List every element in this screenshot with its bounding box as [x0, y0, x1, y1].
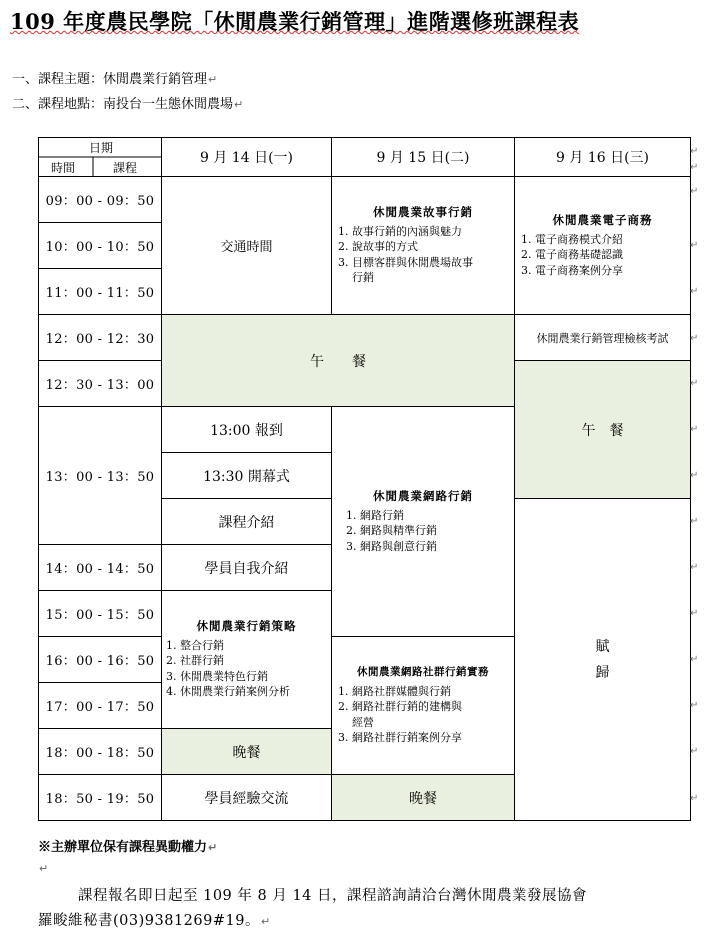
return-char-2: 歸: [595, 664, 610, 681]
corner-header-cell: [39, 138, 162, 177]
day3-header: 9 月 16 日(三): [515, 138, 691, 177]
paragraph-mark: ↵: [690, 608, 699, 619]
course-title: 休閒農業網路行銷: [373, 489, 473, 503]
paragraph-mark: ↵: [690, 240, 699, 251]
day3-ecommerce-cell: [515, 177, 691, 315]
course-item: 2. 網路社群行銷的建構與: [338, 700, 462, 714]
schedule-row: [39, 177, 691, 223]
corner-time-label: 時間: [51, 161, 76, 175]
time-slot: 12：30 - 13：00: [39, 361, 162, 407]
day1-exchange-cell: 學員經驗交流: [162, 775, 332, 821]
course-item: 1. 整合行銷: [166, 638, 224, 652]
course-item: 3. 目標客群與休閒農場故事: [338, 255, 473, 269]
paragraph-mark: ↵: [690, 654, 699, 665]
course-item: 3. 網路與創意行銷: [346, 539, 437, 553]
time-slot: 13：00 - 13：50: [39, 407, 162, 545]
schedule-table: [38, 137, 691, 821]
course-title: 休閒農業電子商務: [552, 213, 653, 227]
time-slot: 15：00 - 15：50: [39, 591, 162, 637]
course-title: 休閒農業行銷策略: [196, 619, 297, 634]
paragraph-mark: ↵: [690, 146, 699, 157]
course-theme-line: 一、課程主題：休閒農業行銷管理↵: [12, 72, 218, 87]
course-location-line: 二、課程地點：南投台一生態休閒農場↵: [12, 97, 244, 112]
paragraph-mark: ↵: [690, 424, 699, 435]
corner-date-label: 日期: [89, 141, 114, 155]
day3-exam-cell: 休閒農業行銷管理檢核考試: [515, 315, 691, 361]
time-slot: 18：50 - 19：50: [39, 775, 162, 821]
day3-lunch-cell: 午 餐: [515, 361, 691, 499]
paragraph-mark: ↵: [690, 333, 699, 344]
time-slot: 16：00 - 16：50: [39, 637, 162, 683]
course-item: 1. 網路社群媒體與行銷: [338, 684, 451, 698]
corner-course-label: 課程: [113, 161, 138, 175]
course-item-continued: 行銷: [352, 271, 374, 285]
schedule-row: [39, 315, 691, 361]
course-title: 休閒農業故事行銷: [373, 205, 473, 220]
header-row: [39, 138, 691, 177]
day2-web-marketing-cell: [332, 407, 515, 637]
course-item: 2. 社群行銷: [166, 654, 224, 668]
footer-line-1: 課程報名即日起至 109 年 8 月 14 日，課程諮詢請洽台灣休閒農業發展協會: [78, 888, 588, 904]
course-item: 2. 說故事的方式: [338, 240, 418, 254]
day2-header: 9 月 15 日(二): [332, 138, 515, 177]
paragraph-mark: ↵: [690, 746, 699, 757]
course-item: 1. 網路行銷: [346, 508, 404, 522]
day1-strategy-cell: [162, 591, 332, 729]
paragraph-mark: ↵: [690, 286, 699, 297]
time-slot: 12：00 - 12：30: [39, 315, 162, 361]
course-item: 3. 電子商務案例分享: [521, 263, 623, 277]
paragraph-mark: ↵: [690, 162, 699, 173]
paragraph-mark: ↵: [690, 562, 699, 573]
day1-opening-cell: 13:30 開幕式: [162, 453, 332, 499]
course-item: 1. 電子商務模式介紹: [521, 232, 623, 246]
time-slot: 17：00 - 17：50: [39, 683, 162, 729]
empty-paragraph-mark: ↵: [39, 862, 49, 875]
time-slot: 11：00 - 11：50: [39, 269, 162, 315]
course-title: 休閒農業網路社群行銷實務: [357, 666, 489, 679]
day3-return-cell: [515, 499, 691, 821]
day1-registration-cell: 13:00 報到: [162, 407, 332, 453]
course-item: 2. 電子商務基礎認識: [521, 248, 623, 261]
time-slot: 09：00 - 09：50: [39, 177, 162, 223]
day1-dinner-cell: 晚餐: [162, 729, 332, 775]
day1-transport-cell: 交通時間: [162, 177, 332, 315]
day1-header: 9 月 14 日(一): [162, 138, 332, 177]
course-item: 3. 網路社群行銷案例分享: [338, 731, 462, 745]
paragraph-mark: ↵: [690, 470, 699, 481]
paragraph-mark: ↵: [690, 700, 699, 711]
footer-line-2: 羅畯維秘書(03)9381269#19。↵: [38, 913, 271, 929]
day1-self-intro-cell: 學員自我介紹: [162, 545, 332, 591]
time-slot: 14：00 - 14：50: [39, 545, 162, 591]
day2-social-marketing-cell: [332, 637, 515, 775]
day2-dinner-cell: 晚餐: [332, 775, 515, 821]
paragraph-mark: ↵: [690, 378, 699, 389]
time-slot: 10：00 - 10：50: [39, 223, 162, 269]
paragraph-mark: ↵: [690, 793, 699, 804]
document-title: 109 年度農民學院「休閒農業行銷管理」進階選修班課程表: [10, 9, 580, 34]
course-item: 1. 故事行銷的內涵與魅力: [338, 224, 462, 238]
time-slot: 18：00 - 18：50: [39, 729, 162, 775]
note-text: ※主辦單位保有課程異動權力↵: [38, 840, 218, 855]
day2-story-marketing-cell: [332, 177, 515, 315]
course-item-continued: 經營: [352, 715, 374, 729]
paragraph-mark: ↵: [690, 186, 699, 197]
day1-course-intro-cell: 課程介紹: [162, 499, 332, 545]
course-item: 3. 休閒農業特色行銷: [166, 669, 268, 683]
course-item: 4. 休閒農業行銷案例分析: [166, 685, 290, 699]
return-char-1: 賦: [595, 638, 610, 655]
course-item: 2. 網路與精準行銷: [346, 524, 437, 537]
shared-lunch-cell: 午 餐: [162, 315, 515, 407]
paragraph-mark: ↵: [690, 516, 699, 527]
